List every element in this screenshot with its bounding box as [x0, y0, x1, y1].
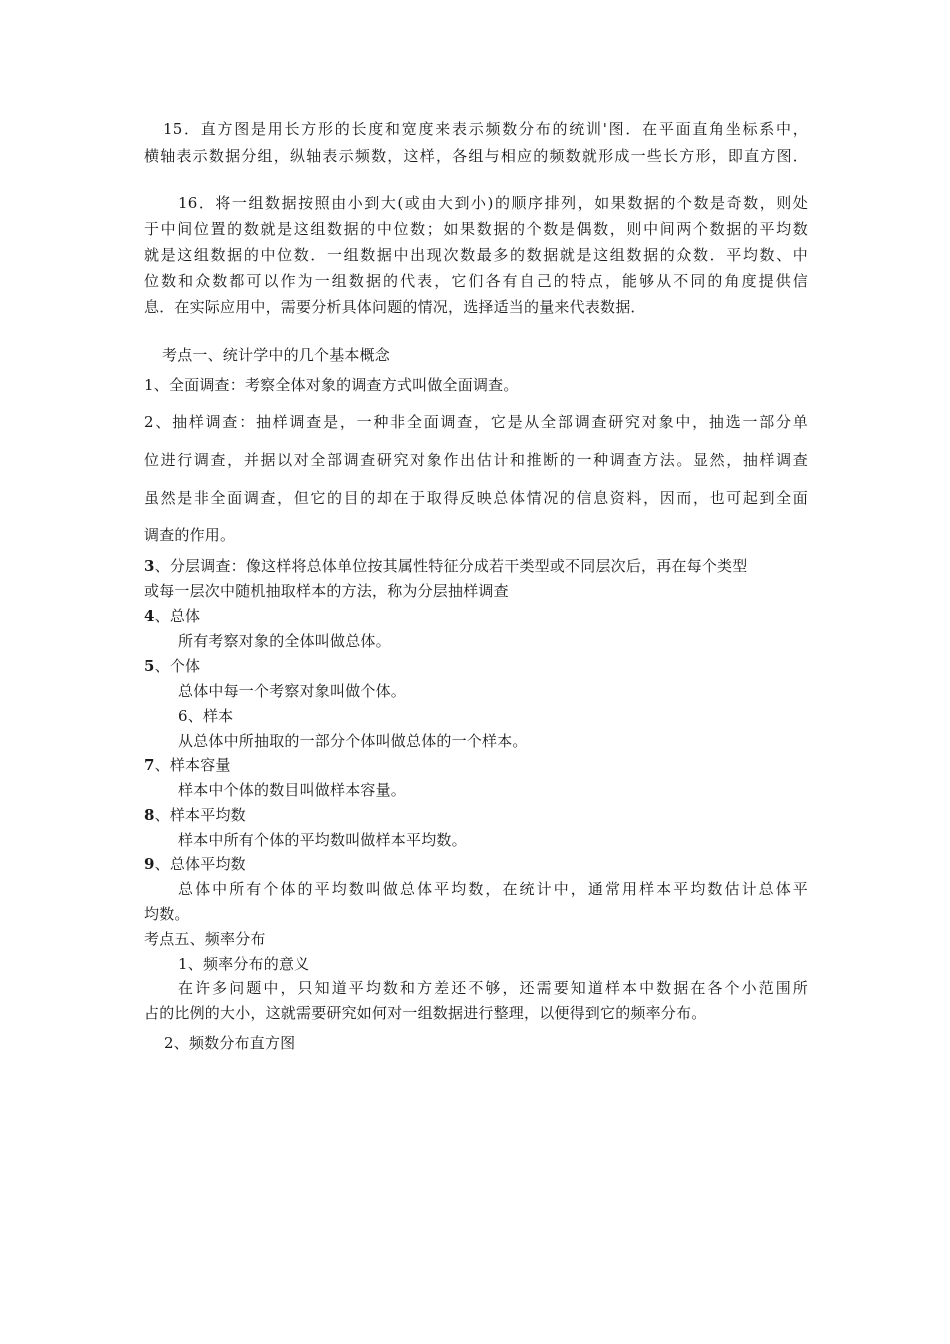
paragraph-16-line-5: 息．在实际应用中，需要分析具体问题的情况，选择适当的量来代表数据． — [144, 298, 646, 316]
item-4-heading — [144, 605, 808, 626]
item-1-full-survey: 1、全面调查：考察全体对象的调查方式叫做全面调查。 — [144, 376, 519, 394]
item-8-number: 8 — [144, 806, 155, 824]
item-3-text: 、分层调查：像这样将总体单位按其属性特征分成若干类型或不同层次后，再在每个类型 — [154, 557, 748, 575]
subsection-1-line-2: 占的比例的大小，这就需要研究如何对一组数据进行整理，以便得到它的频率分布。 — [144, 1004, 707, 1022]
item-5-definition: 总体中每一个考察对象叫做个体。 — [178, 682, 407, 700]
item-8-definition: 样本中所有个体的平均数叫做样本平均数。 — [178, 831, 467, 849]
paragraph-15-line-1: 15．直方图是用长方形的长度和宽度来表示频数分布的统训'图．在平面直角坐标系中， — [163, 120, 808, 138]
item-9-definition-line-2: 均数。 — [144, 905, 190, 923]
item-8-heading — [144, 804, 808, 825]
paragraph-15-line-2: 横轴表示数据分组，纵轴表示频数，这样，各组与相应的频数就形成一些长方形，即直方图． — [144, 147, 808, 165]
paragraph-16-line-4: 位数和众数都可以作为一组数据的代表，它们各有自己的特点，能够从不同的角度提供信 — [144, 272, 808, 290]
item-9-number: 9 — [144, 855, 155, 873]
item-4-definition: 所有考察对象的全体叫做总体。 — [178, 632, 391, 650]
item-7-definition: 样本中个体的数目叫做样本容量。 — [178, 781, 407, 799]
item-5-number: 5 — [144, 657, 155, 675]
item-4-title: 、总体 — [154, 607, 201, 625]
item-2-line-2: 位进行调查，并据以对全部调查研究对象作出估计和推断的一种调查方法。显然，抽样调查 — [144, 451, 808, 469]
paragraph-16-line-2: 于中间位置的数就是这组数据的中位数；如果数据的个数是偶数，则中间两个数据的平均数 — [144, 220, 808, 238]
item-9-heading — [144, 853, 808, 874]
item-2-line-4: 调查的作用。 — [144, 526, 236, 544]
item-4-number: 4 — [144, 607, 155, 625]
item-8-title: 、样本平均数 — [154, 806, 246, 824]
item-7-title: 、样本容量 — [154, 756, 231, 774]
paragraph-16-line-3: 就是这组数据的中位数．一组数据中出现次数最多的数据就是这组数据的众数．平均数、中 — [144, 246, 808, 264]
item-2-line-3: 虽然是非全面调查，但它的目的却在于取得反映总体情况的信息资料，因而，也可起到全面 — [144, 489, 808, 507]
item-3-line-1 — [144, 555, 808, 576]
section-title-kaodian-5: 考点五、频率分布 — [144, 930, 266, 948]
item-3-line-2: 或每一层次中随机抽取样本的方法，称为分层抽样调查 — [144, 582, 509, 600]
paragraph-16-line-1: 16．将一组数据按照由小到大(或由大到小)的顺序排列，如果数据的个数是奇数，则处 — [178, 194, 808, 212]
item-6-heading: 6、样本 — [178, 707, 234, 725]
item-6-definition: 从总体中所抽取的一部分个体叫做总体的一个样本。 — [178, 732, 528, 750]
item-9-title: 、总体平均数 — [154, 855, 246, 873]
item-9-definition-line-1: 总体中所有个体的平均数叫做总体平均数，在统计中，通常用样本平均数估计总体平 — [178, 880, 808, 898]
item-7-number: 7 — [144, 756, 155, 774]
subsection-1-title: 1、频率分布的意义 — [178, 955, 310, 973]
item-5-heading — [144, 655, 808, 676]
item-2-line-1: 2、抽样调查：抽样调查是，一种非全面调查，它是从全部调查研究对象中，抽选一部分单 — [144, 413, 808, 431]
subsection-2-title: 2、频数分布直方图 — [164, 1034, 296, 1052]
section-title-kaodian-1: 考点一、统计学中的几个基本概念 — [162, 346, 391, 364]
item-5-title: 、个体 — [154, 657, 201, 675]
item-7-heading — [144, 754, 808, 775]
item-3-number: 3 — [144, 557, 155, 575]
subsection-1-line-1: 在许多问题中，只知道平均数和方差还不够，还需要知道样本中数据在各个小范围所 — [178, 979, 808, 997]
